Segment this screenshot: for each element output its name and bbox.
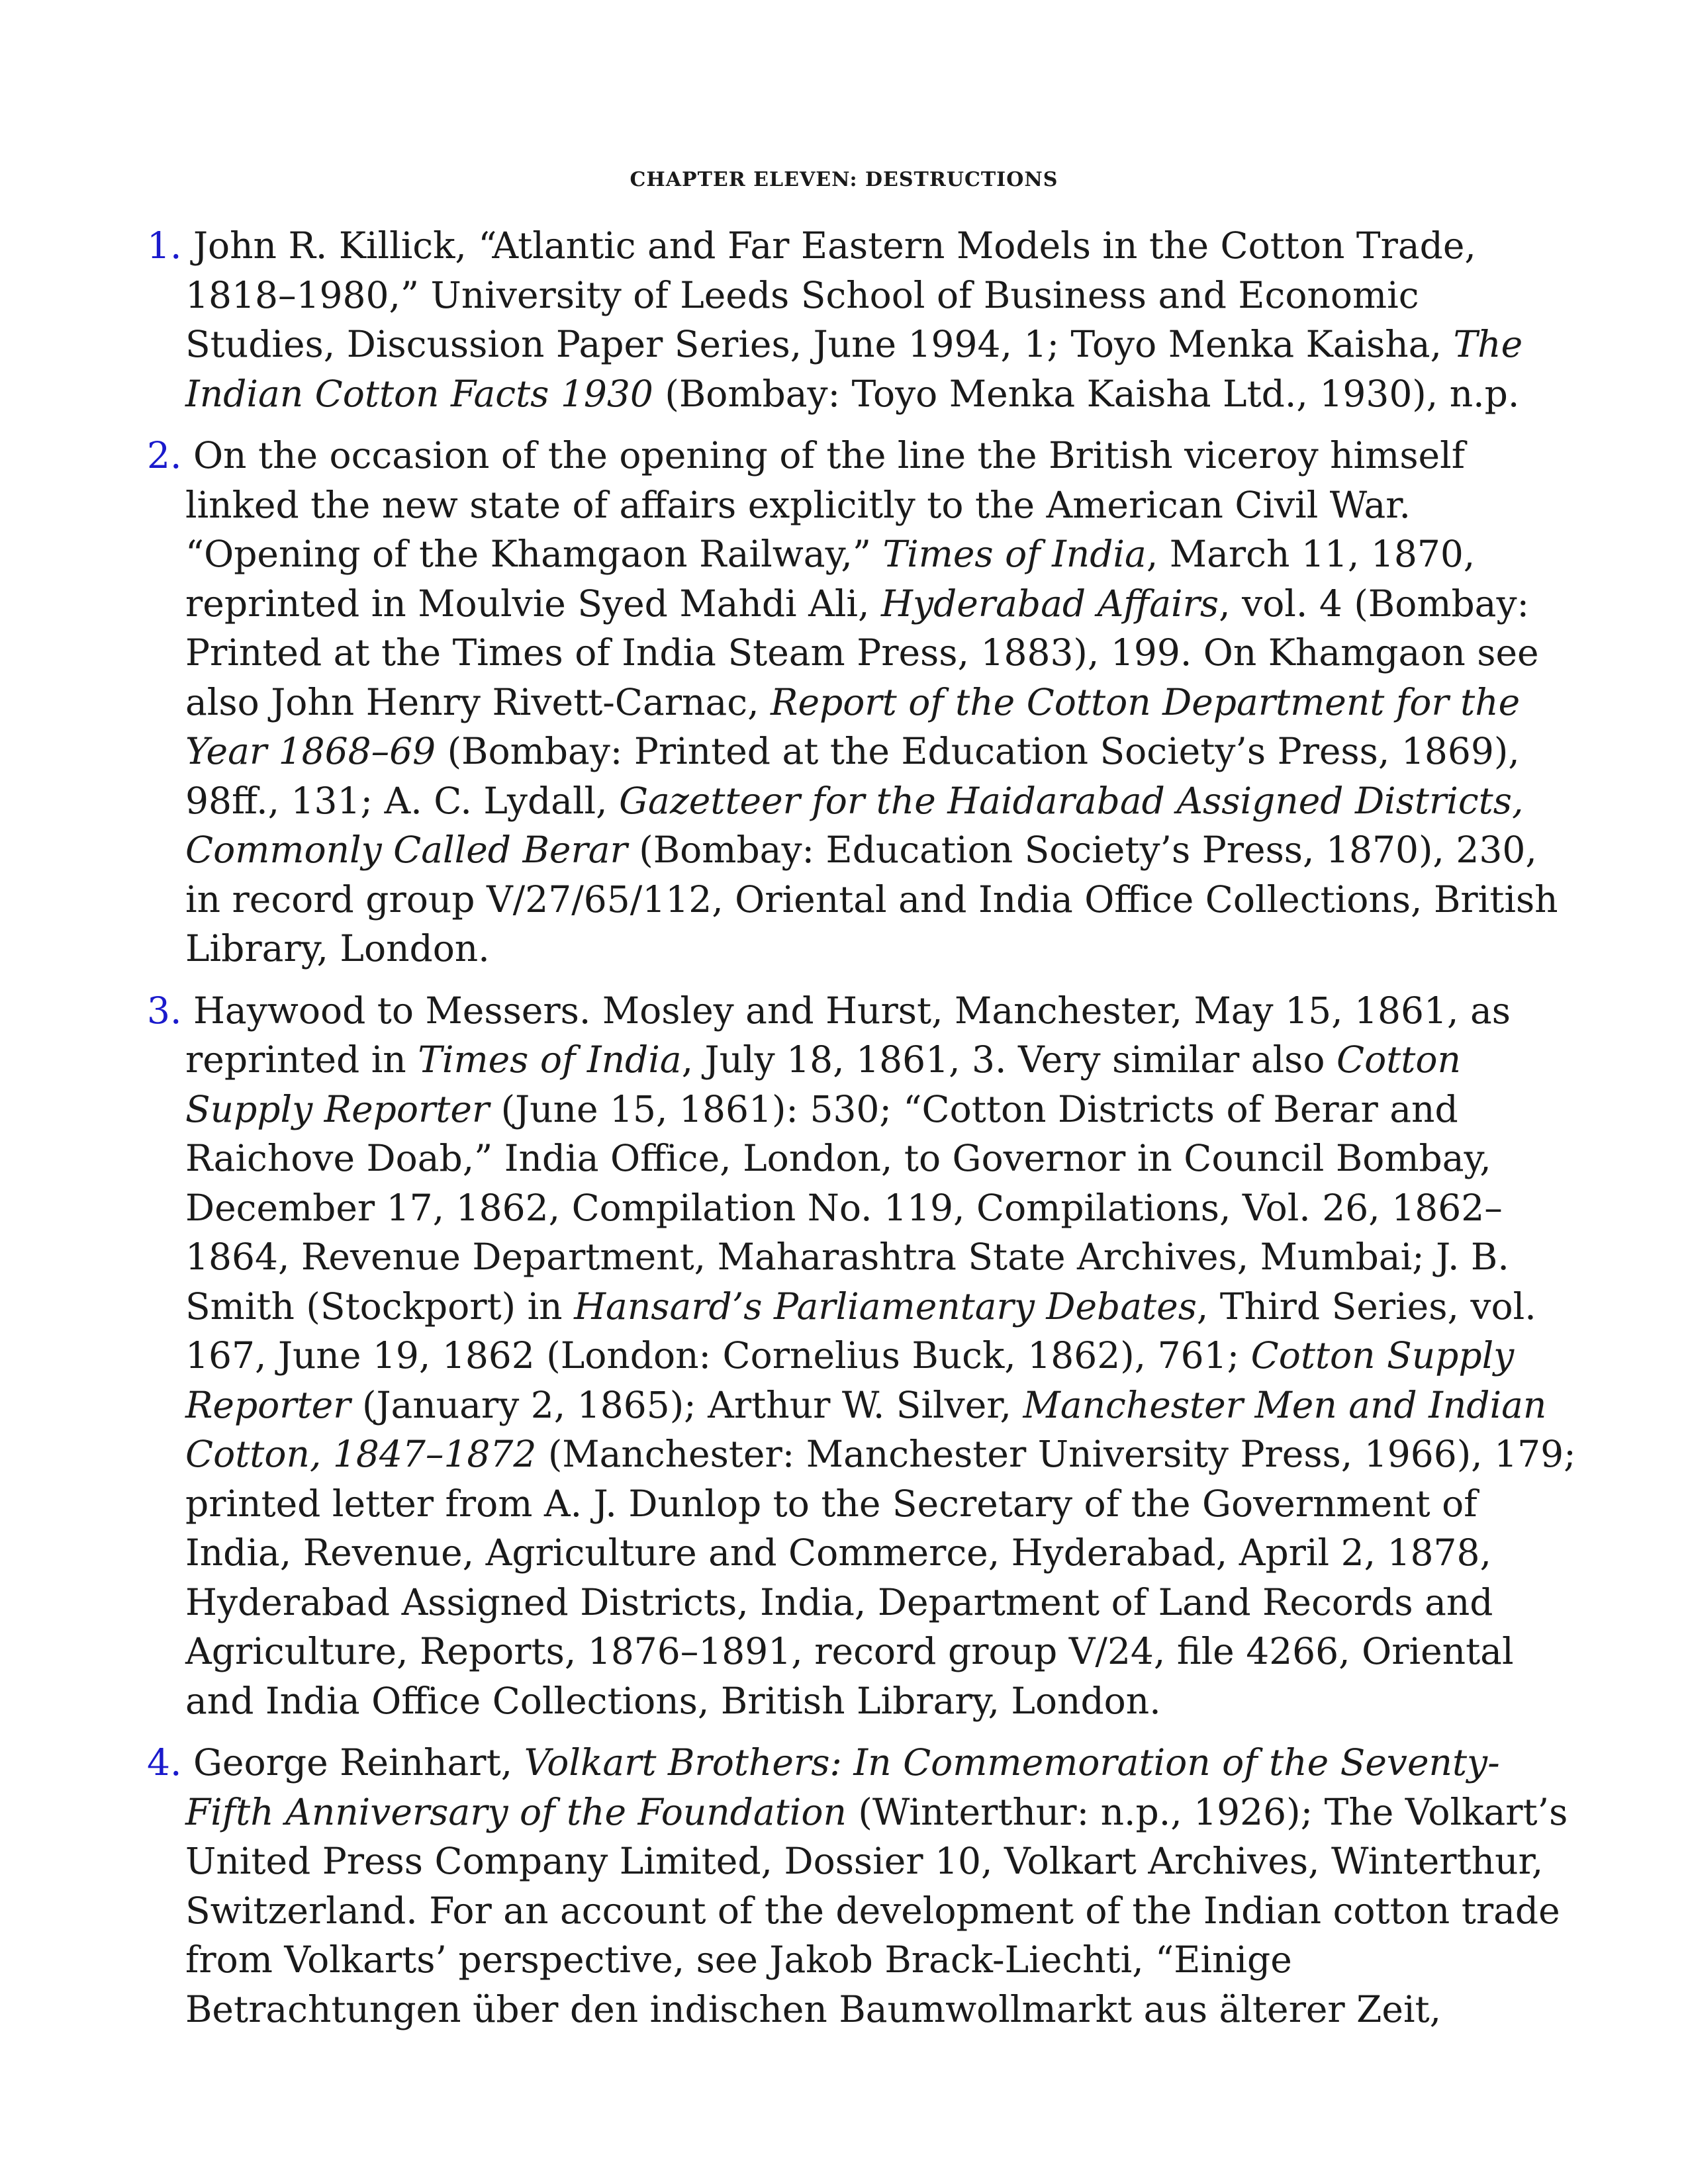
endnote-text: George Reinhart, [181,1741,524,1784]
endnote-title-italic: Gazetteer for the Haidarabad Assigned Districts, Commonly Called Berar [185,779,1524,871]
endnote-title-italic: The Indian Cotton Facts 1930 [185,323,1523,415]
endnote-title-italic: Cotton Supply Reporter [185,1038,1461,1130]
endnote-title-italic: Times of India [882,533,1147,575]
endnote-text: (Manchester: Manchester University Press, 1966), 179; printed letter from A. J. Dunlop to the Secretary of the Government of India, Revenue, Agriculture and Commerce, Hyderabad, April 2, 1878, Hyderabad Assigned Districts, India, Department of Land Records and Agriculture, Reports, 1876–1891, record group V/24, file 4266, Oriental and India Office Collections, British Library, London. [185,1433,1576,1722]
endnote-title-italic: Manchester Men and Indian Cotton, 1847–1872 [185,1383,1547,1475]
endnote-text: (June 15, 1861): 530; “Cotton Districts of Berar and Raichove Doab,” India Office, London, to Governor in Council Bombay, December 17, 1862, Compilation No. 119, Compilations, Vol. 26, 1862–1864, Revenue Department, Maharashtra State Archives, Mumbai; J. B. Smith (Stockport) in [185,1087,1509,1328]
endnote-number-link[interactable]: 1. [147,224,182,267]
endnote [147,1738,1577,2034]
endnote [147,986,1577,1726]
endnote [147,221,1577,418]
endnote-text: On the occasion of the opening of the line the British viceroy himself linked the new state of affairs explicitly to the American Civil War. “Opening of the Khamgaon Railway,” [181,434,1466,575]
endnote-title-italic: Hansard’s Parliamentary Debates [574,1285,1197,1328]
endnote-title-italic: Times of India [418,1038,682,1081]
endnote [147,431,1577,974]
endnote-text: (Bombay: Printed at the Education Society’s Press, 1869), 98ff., 131; A. C. Lydall, [185,730,1520,822]
endnote-text: (Bombay: Education Society’s Press, 1870), 230, in record group V/27/65/112, Oriental and India Office Collections, British Library, London. [185,829,1558,970]
endnote-title-italic: Hyderabad Affairs [881,582,1219,625]
endnote-number-link[interactable]: 2. [147,434,182,477]
endnote-text: (January 2, 1865); Arthur W. Silver, [350,1383,1023,1426]
endnote-text: (Bombay: Toyo Menka Kaisha Ltd., 1930), n.p. [653,372,1520,415]
endnote-text: , Third Series, vol. 167, June 19, 1862 (London: Cornelius Buck, 1862), 761; [185,1285,1536,1377]
endnote-title-italic: Volkart Brothers: In Commemoration of the Seventy-Fifth Anniversary of the Foundation [185,1741,1500,1833]
endnote-title-italic: Cotton Supply Reporter [185,1334,1515,1426]
endnote-text: Haywood to Messers. Mosley and Hurst, Manchester, May 15, 1861, as reprinted in [181,989,1511,1081]
endnote-number-link[interactable]: 3. [147,989,182,1032]
endnote-text: , vol. 4 (Bombay: Printed at the Times of India Steam Press, 1883), 199. On Khamgaon see also John Henry Rivett-Carnac, [185,582,1539,723]
endnote-text: John R. Killick, “Atlantic and Far Eastern Models in the Cotton Trade, 1818–1980,” University of Leeds School of Business and Economic Studies, Discussion Paper Series, June 1994, 1; Toyo Menka Kaisha, [181,224,1476,365]
endnote-number-link[interactable]: 4. [147,1741,182,1784]
endnote-text: , March 11, 1870, reprinted in Moulvie Syed Mahdi Ali, [185,533,1476,625]
running-head: CHAPTER ELEVEN: DESTRUCTIONS [630,168,1058,191]
endnote-title-italic: Report of the Cotton Department for the Year 1868–69 [185,680,1521,772]
endnotes-list [147,221,1577,2046]
endnote-text: , July 18, 1861, 3. Very similar also [681,1038,1336,1081]
endnote-text: (Winterthur: n.p., 1926); The Volkart’s United Press Company Limited, Dossier 10, Volkart Archives, Winterthur, Switzerland. For an account of the development of the Indian cotton trade from Volkarts’ perspective, see Jakob Brack-Liechti, “Einige Betrachtungen über den indischen Baumwollmarkt aus älterer Zeit, [185,1790,1568,2030]
